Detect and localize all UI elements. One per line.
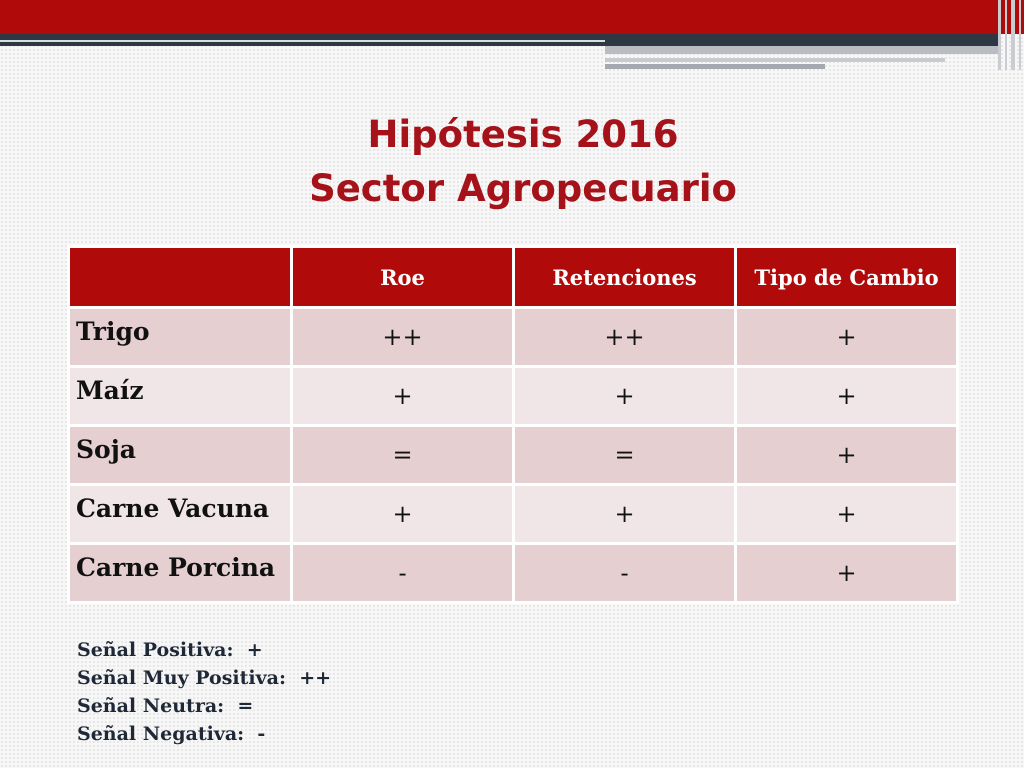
table-cell: + [736,308,958,367]
column-header: Retenciones [514,247,736,308]
table-cell: + [736,544,958,603]
table-row [69,426,958,485]
table-row [69,544,958,603]
title-line-1: Hipótesis 2016 [367,113,679,156]
hypothesis-table [67,245,959,604]
header-gray-bar [605,58,945,62]
table-cell: ++ [292,308,514,367]
legend-item-negative: Señal Negativa: - [77,723,266,745]
header-light-line [0,40,605,42]
signal-legend [77,636,331,748]
table-cell: + [514,485,736,544]
table-cell: - [514,544,736,603]
table-cell: + [292,367,514,426]
table-row [69,485,958,544]
table-cell: = [514,426,736,485]
table-cell: = [292,426,514,485]
header-gray-bar [605,64,825,69]
table-row [69,308,958,367]
table-cell: + [736,367,958,426]
header-red-bar [0,0,1024,34]
table-cell: + [736,426,958,485]
row-label: Soja [69,426,292,485]
legend-item-positive: Señal Positiva: + [77,639,263,661]
table-header-row [69,247,958,308]
table-cell: ++ [514,308,736,367]
table-cell: - [292,544,514,603]
column-header: Tipo de Cambio [736,247,958,308]
slide-title [0,108,1024,216]
table-cell: + [514,367,736,426]
column-header [69,247,292,308]
legend-item-neutral: Señal Neutra: = [77,695,254,717]
title-line-2: Sector Agropecuario [309,167,737,210]
legend-item-very-positive: Señal Muy Positiva: ++ [77,667,332,689]
row-label: Maíz [69,367,292,426]
row-label: Carne Vacuna [69,485,292,544]
table-cell: + [736,485,958,544]
row-label: Carne Porcina [69,544,292,603]
row-label: Trigo [69,308,292,367]
table-cell: + [292,485,514,544]
header-vertical-lines [994,0,1024,70]
column-header: Roe [292,247,514,308]
table-row [69,367,958,426]
header-gray-bar [605,46,1000,54]
